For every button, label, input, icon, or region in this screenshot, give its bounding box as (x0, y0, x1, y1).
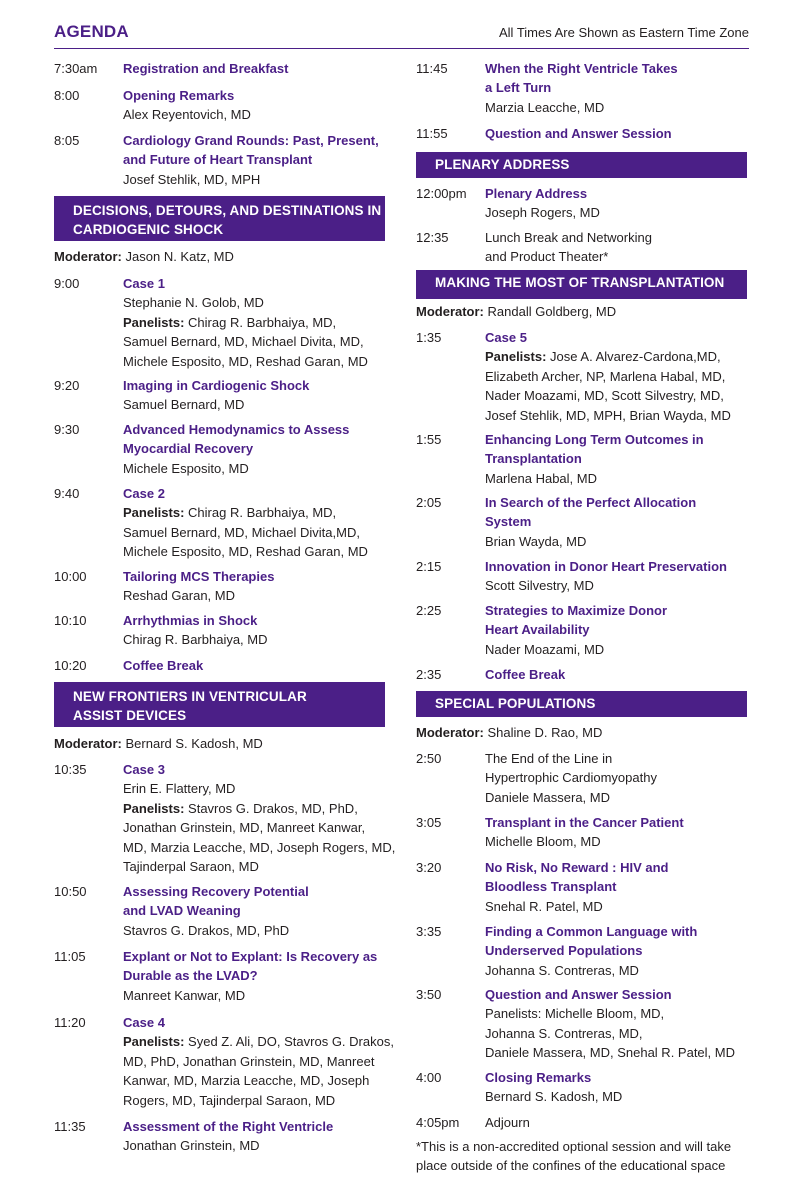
session-time: 9:40 (54, 486, 80, 501)
session-title: Bloodless Transplant (485, 879, 617, 895)
panelists-label: Panelists: (123, 800, 185, 816)
session-title: System (485, 514, 532, 530)
moderator-line (54, 247, 234, 266)
session-details (485, 1113, 530, 1132)
session-time: 11:55 (416, 126, 448, 141)
session-time: 11:35 (54, 1119, 86, 1134)
section-banner-line: PLENARY ADDRESS (435, 157, 570, 172)
session-title: Assessment of the Right Ventricle (123, 1119, 334, 1134)
moderator-label: Moderator: (54, 736, 122, 751)
panelists-line (123, 1091, 394, 1110)
panelists-label: Panelists: (123, 1034, 185, 1050)
session-details (123, 484, 368, 562)
session-time: 1:35 (416, 330, 442, 345)
session-time: 4:00 (416, 1070, 442, 1085)
session-title: When the Right Ventricle Takes (485, 61, 678, 76)
panelists-line (123, 313, 368, 332)
session-time: 2:50 (416, 751, 442, 766)
session-details (123, 420, 349, 478)
session-details (485, 601, 667, 659)
speaker-name: Scott Silvestry, MD (485, 578, 594, 594)
session-details (485, 858, 668, 916)
page-title: AGENDA (54, 22, 129, 41)
moderator-line (54, 734, 263, 753)
session-title: Question and Answer Session (485, 987, 672, 1002)
panelist-names: Chirag R. Barbhaiya, MD, (188, 505, 337, 521)
panelists-label: Panelists: (123, 314, 185, 330)
session-time: 9:30 (54, 422, 80, 437)
session-details (123, 947, 377, 1005)
session-time: 8:05 (54, 133, 80, 148)
session-time: 10:00 (54, 569, 87, 584)
panelist-names: Kanwar, MD, Marzia Leacche, MD, Joseph (123, 1073, 370, 1089)
session-title: Case 1 (123, 276, 165, 291)
session-details (123, 882, 309, 940)
session-details (485, 59, 678, 117)
session-time: 10:20 (54, 658, 87, 673)
section-banner-line: ASSIST DEVICES (73, 707, 187, 723)
section-banner-line: NEW FRONTIERS IN VENTRICULAR (73, 689, 307, 704)
timezone-note: All Times Are Shown as Eastern Time Zone (499, 25, 749, 40)
session-title: Tailoring MCS Therapies (123, 569, 275, 584)
session-title: Coffee Break (123, 658, 204, 673)
session-title: Heart Availability (485, 622, 590, 638)
session-time: 3:05 (416, 815, 442, 830)
speaker-name: Reshad Garan, MD (123, 588, 235, 604)
panelist-names: Samuel Bernard, MD, Michael Divita, MD, (123, 334, 364, 350)
session-details (485, 813, 684, 852)
footnote-line: place outside of the confines of the educational space (416, 1158, 726, 1174)
panelist-names: Chirag R. Barbhaiya, MD, (188, 314, 337, 330)
session-time: 2:35 (416, 667, 442, 682)
moderator-line (416, 723, 602, 742)
session-details (123, 86, 251, 125)
speaker-name: Josef Stehlik, MD, MPH (123, 171, 261, 187)
speaker-name: Daniele Massera, MD, Snehal R. Patel, MD (485, 1045, 735, 1061)
speaker-name: Stavros G. Drakos, MD, PhD (123, 922, 290, 938)
session-details (123, 274, 368, 371)
panelists-line (123, 1032, 394, 1051)
session-details (485, 228, 652, 267)
speaker-name: Brian Wayda, MD (485, 533, 587, 549)
session-details (485, 749, 657, 807)
panelist-names: Jose A. Alvarez-Cardona,MD, (550, 349, 721, 365)
speaker-name: Nader Moazami, MD (485, 641, 605, 657)
speaker-name: Bernard S. Kadosh, MD (485, 1089, 623, 1105)
speaker-name: Johanna S. Contreras, MD, (485, 1025, 643, 1041)
session-details (123, 1013, 394, 1110)
session-details (485, 430, 704, 488)
moderator-name: Jason N. Katz, MD (125, 249, 234, 264)
session-time: 10:10 (54, 613, 87, 628)
section-banner-line: MAKING THE MOST OF TRANSPLANTATION (435, 275, 725, 290)
session-title: No Risk, No Reward : HIV and (485, 860, 669, 875)
session-title: Opening Remarks (123, 88, 235, 103)
panelist-names: Syed Z. Ali, DO, Stavros G. Drakos, (188, 1034, 394, 1050)
session-details (485, 493, 696, 551)
panelist-names: Michele Esposito, MD, Reshad Garan, MD (123, 353, 368, 369)
panelist-names: Tajinderpal Saraon, MD (123, 859, 259, 875)
session-details (485, 124, 672, 143)
session-title: Explant or Not to Explant: Is Recovery as (123, 949, 378, 964)
session-title: Case 4 (123, 1015, 165, 1030)
speaker-name: Jonathan Grinstein, MD (123, 1138, 260, 1154)
session-details (485, 922, 697, 980)
panelists-line (123, 1052, 394, 1071)
session-details (123, 656, 203, 675)
session-title: Coffee Break (485, 667, 566, 682)
panelist-names: Samuel Bernard, MD, Michael Divita,MD, (123, 524, 360, 540)
session-time: 2:05 (416, 495, 442, 510)
section-banner (54, 682, 385, 727)
session-title: Advanced Hemodynamics to Assess (123, 422, 350, 437)
section-banner (416, 691, 747, 717)
session-details (123, 1117, 333, 1156)
panelists-line (123, 818, 395, 837)
session-title: Innovation in Donor Heart Preservation (485, 559, 727, 574)
session-time: 9:00 (54, 276, 80, 291)
panelists-line (123, 838, 395, 857)
speaker-name: Snehal R. Patel, MD (485, 898, 603, 914)
panelists-line (123, 799, 395, 818)
session-details (485, 665, 565, 684)
session-title: Strategies to Maximize Donor (485, 603, 668, 618)
panelist-names: MD, PhD, Jonathan Grinstein, MD, Manreet (123, 1053, 375, 1069)
panelists-label: Panelists: (485, 349, 547, 365)
panelists-line (123, 1071, 394, 1090)
panelists-line (485, 367, 731, 386)
session-title: Cardiology Grand Rounds: Past, Present, (123, 133, 379, 148)
speaker-name: Erin E. Flattery, MD (123, 781, 236, 797)
session-time: 11:05 (54, 949, 86, 964)
panelists-line (123, 542, 368, 561)
session-time: 12:00pm (416, 186, 467, 201)
session-time: 11:20 (54, 1015, 86, 1030)
session-details (485, 1068, 622, 1107)
speaker-name: Panelists: Michelle Bloom, MD, (485, 1006, 665, 1022)
moderator-line (416, 302, 616, 321)
panelists-line (123, 523, 368, 542)
speaker-name: Manreet Kanwar, MD (123, 987, 246, 1003)
moderator-label: Moderator: (416, 304, 484, 319)
session-time: 8:00 (54, 88, 80, 103)
footnote-line: *This is a non-accredited optional session and will take (416, 1139, 732, 1154)
session-title: Case 3 (123, 762, 165, 777)
session-details (485, 985, 735, 1063)
panelist-names: Michele Esposito, MD, Reshad Garan, MD (123, 544, 368, 560)
session-title: and LVAD Weaning (123, 903, 241, 919)
session-details (123, 376, 309, 415)
speaker-name: Marlena Habal, MD (485, 470, 597, 486)
session-title: and Future of Heart Transplant (123, 152, 313, 168)
page-header (54, 20, 749, 49)
panelist-names: Josef Stehlik, MD, MPH, Brian Wayda, MD (485, 407, 731, 423)
panelists-line (123, 503, 368, 522)
session-details (485, 184, 600, 223)
section-banner-line: CARDIOGENIC SHOCK (73, 221, 224, 237)
session-time: 2:25 (416, 603, 442, 618)
panelist-names: Elizabeth Archer, NP, Marlena Habal, MD, (485, 368, 726, 384)
moderator-name: Shaline D. Rao, MD (487, 725, 603, 740)
speaker-name: Joseph Rogers, MD (485, 205, 600, 221)
footnote (416, 1137, 731, 1176)
panelist-names: Nader Moazami, MD, Scott Silvestry, MD, (485, 388, 724, 404)
panelists-line (123, 857, 395, 876)
speaker-name: The End of the Line in (485, 751, 613, 766)
session-title: Finding a Common Language with (485, 924, 698, 939)
session-title: a Left Turn (485, 80, 552, 96)
session-details (123, 567, 274, 606)
session-title: Enhancing Long Term Outcomes in (485, 432, 704, 447)
panelist-names: Rogers, MD, Tajinderpal Saraon, MD (123, 1092, 336, 1108)
session-time: 3:50 (416, 987, 442, 1002)
speaker-name: Hypertrophic Cardiomyopathy (485, 770, 657, 786)
section-banner (54, 196, 385, 241)
session-time: 3:20 (416, 860, 442, 875)
panelist-names: Stavros G. Drakos, MD, PhD, (188, 800, 358, 816)
moderator-label: Moderator: (54, 249, 122, 264)
session-details (123, 59, 288, 78)
session-title: Case 2 (123, 486, 165, 501)
section-banner (416, 152, 747, 178)
panelists-line (123, 352, 368, 371)
speaker-name: Daniele Massera, MD (485, 789, 610, 805)
session-title: Assessing Recovery Potential (123, 884, 309, 899)
session-title: Case 5 (485, 330, 527, 345)
session-details (123, 131, 379, 189)
moderator-label: Moderator: (416, 725, 484, 740)
moderator-name: Randall Goldberg, MD (487, 304, 617, 319)
speaker-name: Samuel Bernard, MD (123, 397, 245, 413)
session-title: Transplant in the Cancer Patient (485, 815, 684, 830)
speaker-name: and Product Theater* (485, 249, 609, 265)
session-title: Imaging in Cardiogenic Shock (123, 378, 310, 393)
speaker-name: Chirag R. Barbhaiya, MD (123, 632, 268, 648)
section-banner-line: SPECIAL POPULATIONS (435, 696, 596, 711)
session-title: Closing Remarks (485, 1070, 592, 1085)
session-time: 3:35 (416, 924, 442, 939)
speaker-name: Alex Reyentovich, MD (123, 107, 251, 123)
speaker-name: Michelle Bloom, MD (485, 834, 601, 850)
panelists-label: Panelists: (123, 505, 185, 521)
panelist-names: MD, Marzia Leacche, MD, Joseph Rogers, MD, (123, 839, 396, 855)
session-time: 12:35 (416, 230, 449, 245)
panelists-line (485, 347, 731, 366)
panelists-line (123, 332, 368, 351)
session-details (485, 557, 727, 596)
panelists-line (485, 386, 731, 405)
session-title: In Search of the Perfect Allocation (485, 495, 697, 510)
session-time: 1:55 (416, 432, 442, 447)
panelist-names: Jonathan Grinstein, MD, Manreet Kanwar, (123, 820, 366, 836)
session-time: 7:30am (54, 61, 98, 76)
session-details (485, 328, 731, 425)
session-title: Durable as the LVAD? (123, 968, 258, 984)
session-time: 11:45 (416, 61, 448, 76)
speaker-name: Michele Esposito, MD (123, 460, 249, 476)
session-title: Plenary Address (485, 186, 588, 201)
session-title: Transplantation (485, 451, 582, 467)
session-time: 9:20 (54, 378, 80, 393)
session-title: Underserved Populations (485, 943, 643, 959)
session-title: Question and Answer Session (485, 126, 672, 141)
speaker-name: Adjourn (485, 1115, 530, 1130)
session-time: 10:50 (54, 884, 87, 899)
section-banner (416, 270, 747, 299)
session-time: 2:15 (416, 559, 442, 574)
moderator-name: Bernard S. Kadosh, MD (125, 736, 263, 751)
session-time: 10:35 (54, 762, 87, 777)
session-details (123, 760, 395, 876)
speaker-name: Johanna S. Contreras, MD (485, 962, 639, 978)
session-time: 4:05pm (416, 1115, 460, 1130)
panelists-line (485, 406, 731, 425)
session-title: Registration and Breakfast (123, 61, 289, 76)
speaker-name: Lunch Break and Networking (485, 230, 652, 245)
speaker-name: Stephanie N. Golob, MD (123, 295, 264, 311)
session-title: Myocardial Recovery (123, 441, 254, 457)
session-title: Arrhythmias in Shock (123, 613, 258, 628)
speaker-name: Marzia Leacche, MD (485, 99, 605, 115)
section-banner-line: DECISIONS, DETOURS, AND DESTINATIONS IN (73, 203, 382, 218)
session-details (123, 611, 268, 650)
